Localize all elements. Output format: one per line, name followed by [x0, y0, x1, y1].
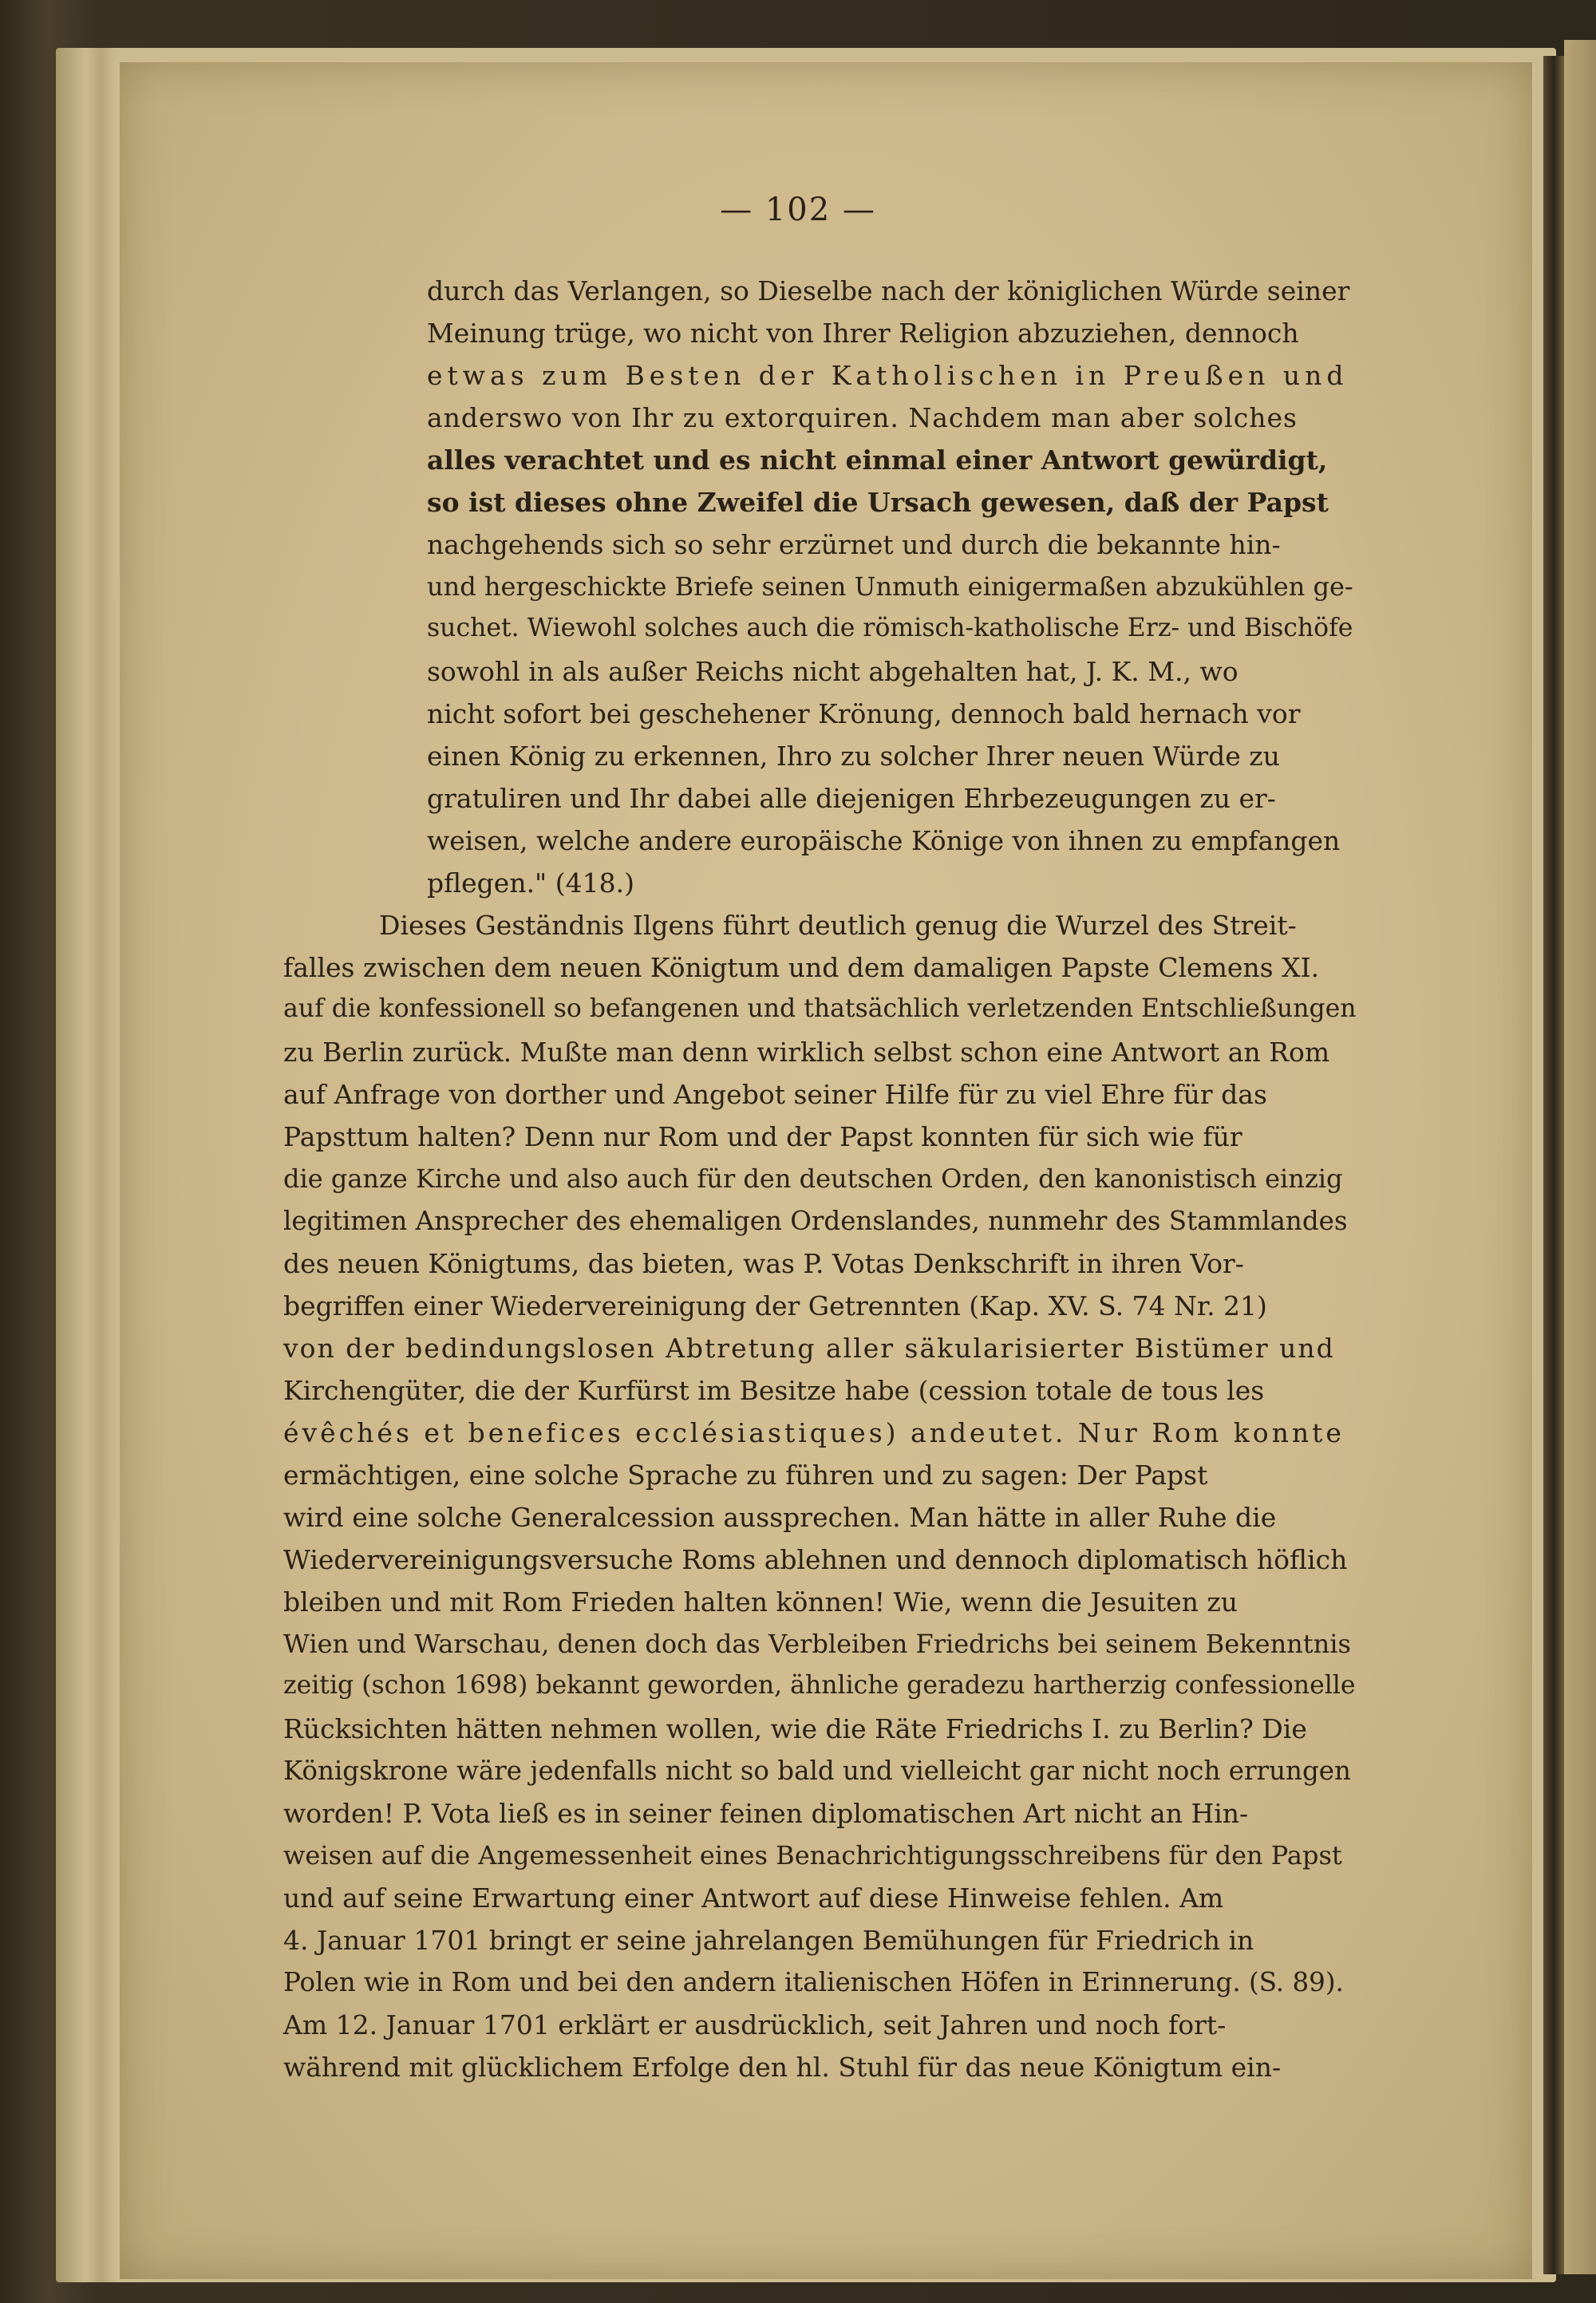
- paragraph-line: Am 12. Januar 1701 erklärt er ausdrücklich, seit Jahren und noch fort-: [283, 2009, 1227, 2040]
- paragraph-line: 4. Januar 1701 bringt er seine jahrelangen Bemühungen für Friedrich in: [283, 1925, 1254, 1956]
- paragraph-line: auf Anfrage von dorther und Angebot seiner Hilfe für zu viel Ehre für das: [283, 1079, 1267, 1110]
- page-number: — 102 —: [720, 192, 876, 228]
- paragraph-line: bleiben und mit Rom Frieden halten können! Wie, wenn die Jesuiten zu: [283, 1586, 1238, 1618]
- paragraph-line: Papsttum halten? Denn nur Rom und der Papst konnten für sich wie für: [283, 1121, 1242, 1152]
- paragraph-line: worden! P. Vota ließ es in seiner feinen diplomatischen Art nicht an Hin-: [283, 1798, 1249, 1829]
- paragraph-line: Königskrone wäre jedenfalls nicht so bald und vielleicht gar nicht noch errungen: [283, 1756, 1351, 1786]
- paragraph-line: zeitig (schon 1698) bekannt geworden, ähnliche geradezu hartherzig confessionelle: [283, 1671, 1356, 1700]
- paragraph-line: weisen auf die Angemessenheit eines Benachrichtigungsschreibens für den Papst: [283, 1840, 1342, 1870]
- paragraph-line: falles zwischen dem neuen Königtum und dem damaligen Papste Clemens XI.: [283, 952, 1320, 983]
- paragraph-line: legitimen Ansprecher des ehemaligen Ordenslandes, nunmehr des Stammlandes: [283, 1206, 1348, 1236]
- paragraph-line: évêchés et benefices ecclésiastiques) andeutet. Nur Rom konnte: [283, 1417, 1345, 1448]
- paragraph-line: und auf seine Erwartung einer Antwort auf diese Hinweise fehlen. Am: [283, 1882, 1224, 1914]
- quote-line: nachgehends sich so sehr erzürnet und durch die bekannte hin-: [427, 529, 1281, 560]
- paragraph-line: Rücksichten hätten nehmen wollen, wie die Räte Friedrichs I. zu Berlin? Die: [283, 1713, 1307, 1744]
- quote-line: suchet. Wiewohl solches auch die römisch-katholische Erz- und Bischöfe: [427, 614, 1353, 642]
- paragraph-line: ermächtigen, eine solche Sprache zu führen und zu sagen: Der Papst: [283, 1460, 1208, 1491]
- paragraph-line: Dieses Geständnis Ilgens führt deutlich genug die Wurzel des Streit-: [379, 910, 1297, 941]
- paragraph-line: des neuen Königtums, das bieten, was P. Votas Denkschrift in ihren Vor-: [283, 1248, 1244, 1279]
- quote-line-bold: alles verachtet und es nicht einmal einer Antwort gewürdigt,: [427, 444, 1328, 476]
- quote-line: Meinung trüge, wo nicht von Ihrer Religion abzuziehen, dennoch: [427, 318, 1299, 349]
- paragraph-line: Kirchengüter, die der Kurfürst im Besitze habe (cession totale de tous les: [283, 1375, 1265, 1406]
- quote-line: etwas zum Besten der Katholischen in Preußen und: [427, 360, 1349, 391]
- quote-line: und hergeschickte Briefe seinen Unmuth einigermaßen abzukühlen ge-: [427, 571, 1353, 602]
- quote-line: weisen, welche andere europäische Könige von ihnen zu empfangen: [427, 825, 1341, 856]
- paragraph-line: Wiedervereinigungsversuche Roms ablehnen und dennoch diplomatisch höflich: [283, 1544, 1348, 1575]
- quote-line: gratuliren und Ihr dabei alle diejenigen Ehrbezeugungen zu er-: [427, 783, 1276, 814]
- quote-line: nicht sofort bei geschehener Krönung, dennoch bald hernach vor: [427, 698, 1301, 729]
- quote-line: durch das Verlangen, so Dieselbe nach der königlichen Würde seiner: [427, 275, 1350, 306]
- paragraph-line: Polen wie in Rom und bei den andern italienischen Höfen in Erinnerung. (S. 89).: [283, 1967, 1344, 1997]
- quote-line: einen König zu erkennen, Ihro zu solcher Ihrer neuen Würde zu: [427, 741, 1280, 772]
- paragraph-line: Wien und Warschau, denen doch das Verbleiben Friedrichs bei seinem Bekenntnis: [283, 1629, 1351, 1659]
- paragraph-line: wird eine solche Generalcession aussprechen. Man hätte in aller Ruhe die: [283, 1502, 1277, 1533]
- paragraph-line: die ganze Kirche und also auch für den deutschen Orden, den kanonistisch einzig: [283, 1163, 1343, 1194]
- quote-line-bold: so ist dieses ohne Zweifel die Ursach gewesen, daß der Papst: [427, 487, 1329, 518]
- quote-line: anderswo von Ihr zu extorquiren. Nachdem man aber solches: [427, 402, 1298, 433]
- quote-line: sowohl in als außer Reichs nicht abgehalten hat, J. K. M., wo: [427, 656, 1238, 687]
- paragraph-line: zu Berlin zurück. Mußte man denn wirklich selbst schon eine Antwort an Rom: [283, 1037, 1330, 1068]
- paragraph-line: auf die konfessionell so befangenen und thatsächlich verletzenden Entschließungen: [283, 994, 1357, 1023]
- paragraph-line: während mit glücklichem Erfolge den hl. Stuhl für das neue Königtum ein-: [283, 2052, 1282, 2083]
- quote-line-last: pflegen." (418.): [427, 867, 634, 899]
- paragraph-line: begriffen einer Wiedervereinigung der Getrennten (Kap. XV. S. 74 Nr. 21): [283, 1290, 1267, 1321]
- paragraph-line: von der bedindungslosen Abtretung aller säkularisierter Bistümer und: [283, 1333, 1335, 1364]
